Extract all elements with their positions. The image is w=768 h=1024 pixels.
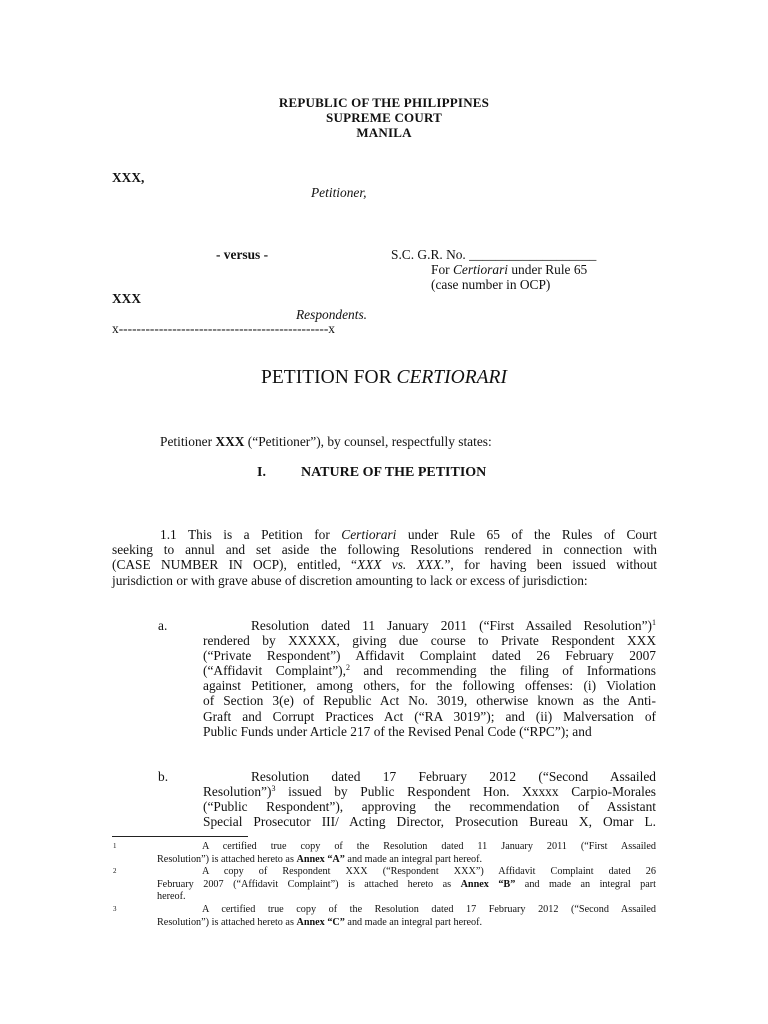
item-line: Resolution dated 11 January 2011 (“First Assailed Resolution”)$^1$ <box>251 618 656 633</box>
footnote-line: Resolution”) is attached hereto as Annex “A” and made an integral part hereof. <box>157 853 483 865</box>
paragraph-line: 1.1 This is a Petition for Certiorari under Rule 65 of the Rules of Court <box>160 527 657 542</box>
footnote-ref-1[interactable]: 1 <box>652 618 656 627</box>
petitioner-name: XXX, <box>112 170 145 185</box>
paragraph-line: seeking to annul and set aside the following Resolutions rendered in connection with <box>112 542 657 558</box>
item-line: of Section 3(e) of Republic Act No. 3019, otherwise known as the Anti- <box>203 693 656 709</box>
respondent-name: XXX <box>112 291 142 306</box>
court-header-city: MANILA <box>356 125 412 140</box>
item-line: (“Private Respondent”) Affidavit Complaint dated 26 February 2007 <box>203 648 656 664</box>
section-number: I. <box>257 465 266 480</box>
item-line: Special Prosecutor III/ Acting Director, Prosecution Bureau X, Omar L. <box>203 814 656 830</box>
item-b-text <box>203 769 656 829</box>
court-header-republic: REPUBLIC OF THE PHILIPPINES <box>278 95 490 110</box>
paragraph-line: (CASE NUMBER IN OCP), entitled, “XXX vs. XXX.”, for having been issued without <box>112 557 658 573</box>
item-line: (“Public Respondent”), approving the recommendation of Assistant <box>203 799 656 815</box>
footnote-line: Resolution”) is attached hereto as Annex “C” and made an integral part hereof. <box>157 916 483 928</box>
footnote-3 <box>157 904 656 929</box>
item-line: against Petitioner, among others, for the following offenses: (i) Violation <box>203 678 656 694</box>
footnote-line: A copy of Respondent XXX (“Respondent XXX”) Affidavit Complaint dated 26 <box>202 866 656 877</box>
petitioner-role: Petitioner, <box>311 185 367 200</box>
footnote-2 <box>157 866 656 904</box>
item-line: Resolution”)$^3$ issued by Public Respondent Hon. Xxxxx Carpio-Morales <box>203 784 656 800</box>
versus-label: - versus - <box>216 247 269 262</box>
footnote-1 <box>157 841 656 866</box>
footnote-line: February 2007 (“Affidavit Complaint”) is attached hereto as Annex “B” and made an integral part <box>157 878 656 890</box>
case-number-label: S.C. G.R. No. ___________________ <box>391 247 597 262</box>
footnote-number: 1 <box>113 842 117 850</box>
footnote-number: 3 <box>113 905 117 913</box>
item-a-text <box>203 618 656 739</box>
footnote-line: A certified true copy of the Resolution dated 17 February 2012 (“Second Assailed <box>202 904 656 915</box>
footnote-number: 2 <box>113 867 117 875</box>
intro-statement: Petitioner XXX (“Petitioner”), by counsel, respectfully states: <box>160 434 492 449</box>
item-a-marker: a. <box>158 618 168 633</box>
caption-separator: x-----------------------------------------------x <box>112 321 335 336</box>
item-b-marker: b. <box>158 769 169 784</box>
case-ocp-line: (case number in OCP) <box>431 277 551 292</box>
document-title: PETITION FOR CERTIORARI <box>261 367 507 388</box>
section-heading: NATURE OF THE PETITION <box>301 465 487 480</box>
item-line: rendered by XXXXX, giving due course to Private Respondent XXX <box>203 633 656 649</box>
paragraph-line: jurisdiction or with grave abuse of discretion amounting to lack or excess of jurisdiction: <box>112 572 588 588</box>
respondent-role: Respondents. <box>296 307 368 322</box>
footnote-line: hereof. <box>157 891 186 903</box>
footnote-line: A certified true copy of the Resolution dated 11 January 2011 (“First Assailed <box>202 841 656 852</box>
item-line: Graft and Corrupt Practices Act (“RA 3019”); and (ii) Malversation of <box>203 708 656 724</box>
item-line: (“Affidavit Complaint”),$^2$ and recommending the filing of Informations <box>203 663 656 679</box>
footnote-ref-3[interactable]: 3 <box>271 784 276 794</box>
item-line: Public Funds under Article 217 of the Revised Penal Code (“RPC”); and <box>203 723 592 739</box>
case-type-line: For Certiorari under Rule 65 <box>431 262 588 277</box>
footnote-ref-2[interactable]: 2 <box>345 663 350 673</box>
footnote-divider <box>112 836 248 837</box>
court-header-court: SUPREME COURT <box>326 110 442 125</box>
paragraph-1-1 <box>112 527 657 588</box>
item-line: Resolution dated 17 February 2012 (“Second Assailed <box>251 769 656 784</box>
